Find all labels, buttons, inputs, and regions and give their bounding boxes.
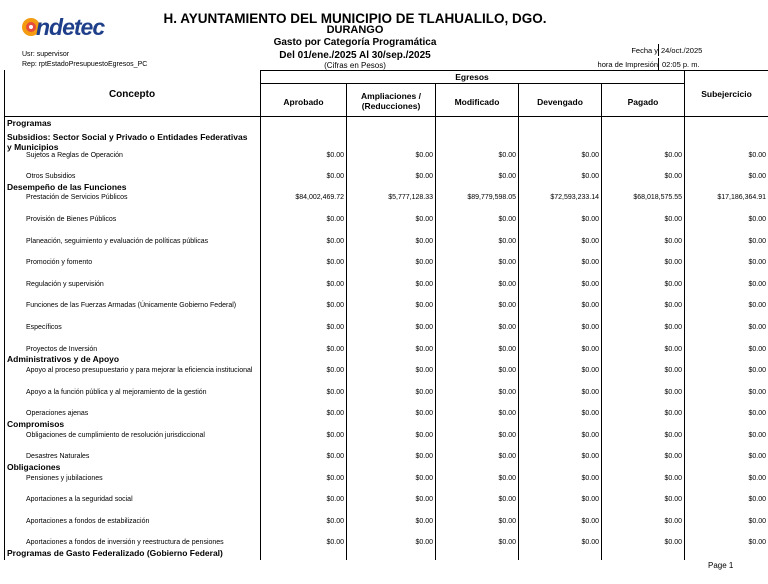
- row-value: $0.00: [498, 346, 516, 353]
- row-value: $0.00: [415, 324, 433, 331]
- row-value: $0.00: [415, 410, 433, 417]
- row-value: $5,777,128.33: [388, 194, 433, 201]
- row-value: $84,002,469.72: [295, 194, 344, 201]
- row-value: $0.00: [664, 453, 682, 460]
- row-value: $68,018,575.55: [633, 194, 682, 201]
- currency-note: (Cifras en Pesos): [324, 61, 386, 70]
- row-label: Aportaciones a la seguridad social: [26, 496, 133, 503]
- row-value: $0.00: [326, 173, 344, 180]
- section-administrativos: Administrativos y de Apoyo: [7, 354, 120, 364]
- row-value: $72,593,233.14: [550, 194, 599, 201]
- row-value: $0.00: [498, 152, 516, 159]
- row-value: $0.00: [326, 324, 344, 331]
- section-programas: Programas: [7, 118, 52, 128]
- row-value: $0.00: [664, 238, 682, 245]
- row-value: $0.00: [748, 518, 766, 525]
- row-label: Proyectos de Inversión: [26, 346, 98, 353]
- row-value: $0.00: [581, 367, 599, 374]
- row-value: $0.00: [748, 453, 766, 460]
- row-value: $0.00: [415, 539, 433, 546]
- row-value: $0.00: [498, 410, 516, 417]
- row-value: $0.00: [326, 346, 344, 353]
- devengado-header: Devengado: [537, 97, 583, 107]
- row-value: $0.00: [326, 367, 344, 374]
- hora-divider: [658, 58, 659, 70]
- row-value: $0.00: [748, 346, 766, 353]
- row-value: $0.00: [415, 389, 433, 396]
- row-value: $0.00: [581, 324, 599, 331]
- row-value: $89,779,598.05: [467, 194, 516, 201]
- row-value: $0.00: [498, 453, 516, 460]
- row-value: $0.00: [748, 324, 766, 331]
- concepto-header: Concepto: [108, 89, 156, 100]
- row-value: $0.00: [326, 475, 344, 482]
- row-value: $0.00: [748, 281, 766, 288]
- row-value: $0.00: [415, 475, 433, 482]
- row-label: Específicos: [26, 324, 62, 331]
- row-value: $0.00: [581, 238, 599, 245]
- row-value: $0.00: [748, 302, 766, 309]
- row-value: $0.00: [664, 173, 682, 180]
- report-title: H. AYUNTAMIENTO DEL MUNICIPIO DE TLAHUALILO, DGO.: [163, 11, 547, 26]
- row-value: $0.00: [326, 216, 344, 223]
- modificado-header: Modificado: [454, 97, 500, 107]
- row-value: $0.00: [581, 173, 599, 180]
- section-desempeno: Desempeño de las Funciones: [7, 182, 127, 192]
- report-subtitle: DURANGO: [326, 24, 384, 36]
- row-value: $0.00: [498, 496, 516, 503]
- row-value: $0.00: [326, 410, 344, 417]
- section-obligaciones: Obligaciones: [7, 462, 61, 472]
- row-value: $0.00: [415, 238, 433, 245]
- row-value: $0.00: [664, 281, 682, 288]
- row-value: $0.00: [581, 518, 599, 525]
- row-value: $0.00: [664, 259, 682, 266]
- row-label: Otros Subsidios: [26, 173, 76, 180]
- row-value: $0.00: [415, 152, 433, 159]
- fecha-value: 24/oct./2025: [661, 46, 703, 55]
- row-value: $0.00: [664, 539, 682, 546]
- row-value: $0.00: [664, 152, 682, 159]
- row-value: $0.00: [326, 432, 344, 439]
- row-value: $0.00: [498, 259, 516, 266]
- row-value: $0.00: [415, 259, 433, 266]
- row-value: $0.00: [326, 389, 344, 396]
- row-value: $0.00: [581, 216, 599, 223]
- aprobado-header: Aprobado: [283, 97, 324, 107]
- row-value: $0.00: [581, 539, 599, 546]
- egresos-header: Egresos: [455, 72, 489, 82]
- row-value: $0.00: [664, 496, 682, 503]
- row-label: Provisión de Bienes Públicos: [26, 216, 117, 223]
- row-value: $0.00: [748, 389, 766, 396]
- row-label: Sujetos a Reglas de Operación: [26, 152, 123, 159]
- ampliaciones-header: Ampliaciones / (Reducciones): [361, 91, 421, 111]
- row-value: $0.00: [326, 302, 344, 309]
- row-value: $0.00: [748, 496, 766, 503]
- row-value: $0.00: [748, 410, 766, 417]
- row-value: $0.00: [581, 259, 599, 266]
- row-value: $0.00: [326, 238, 344, 245]
- row-value: $0.00: [581, 496, 599, 503]
- row-value: $0.00: [748, 238, 766, 245]
- logo: [22, 14, 114, 40]
- rep-label: Rep: rptEstadoPresupuestoEgresos_PC: [22, 61, 148, 68]
- row-value: $0.00: [326, 259, 344, 266]
- row-label: Promoción y fomento: [26, 259, 93, 266]
- row-label: Apoyo al proceso presupuestario y para mejorar la eficiencia institucional: [26, 367, 253, 374]
- row-value: $0.00: [748, 539, 766, 546]
- row-label: Aportaciones a fondos de estabilización: [26, 518, 150, 525]
- row-value: $0.00: [415, 173, 433, 180]
- fecha-divider: [658, 44, 659, 56]
- row-value: $0.00: [326, 539, 344, 546]
- row-value: $0.00: [415, 518, 433, 525]
- row-value: $0.00: [664, 518, 682, 525]
- row-value: $0.00: [415, 453, 433, 460]
- row-value: $0.00: [498, 238, 516, 245]
- row-value: $0.00: [498, 518, 516, 525]
- row-value: $0.00: [664, 216, 682, 223]
- row-value: $0.00: [581, 389, 599, 396]
- row-value: $0.00: [498, 367, 516, 374]
- section-compromisos: Compromisos: [7, 419, 65, 429]
- row-value: $0.00: [581, 453, 599, 460]
- row-value: $0.00: [326, 152, 344, 159]
- row-value: $0.00: [664, 410, 682, 417]
- row-label: Apoyo a la función pública y al mejoramiento de la gestión: [26, 389, 207, 396]
- row-value: $0.00: [581, 475, 599, 482]
- row-value: $0.00: [581, 346, 599, 353]
- report-period: Del 01/ene./2025 Al 30/sep./2025: [279, 50, 431, 61]
- row-label: Regulación y supervisión: [26, 281, 104, 288]
- logo-text: ndetec: [36, 14, 105, 40]
- row-label: Prestación de Servicios Públicos: [26, 194, 128, 201]
- row-value: $0.00: [664, 432, 682, 439]
- row-value: $0.00: [498, 539, 516, 546]
- row-value: $0.00: [415, 432, 433, 439]
- row-value: $0.00: [748, 432, 766, 439]
- row-value: $0.00: [748, 259, 766, 266]
- row-value: $17,186,364.91: [717, 194, 766, 201]
- hora-label: hora de Impresión: [597, 60, 658, 69]
- row-value: $0.00: [498, 216, 516, 223]
- row-value: $0.00: [581, 281, 599, 288]
- pagado-header: Pagado: [627, 97, 659, 107]
- row-label: Aportaciones a fondos de inversión y reestructura de pensiones: [26, 539, 224, 546]
- row-value: $0.00: [498, 475, 516, 482]
- row-value: $0.00: [748, 152, 766, 159]
- row-value: $0.00: [748, 216, 766, 223]
- row-value: $0.00: [326, 518, 344, 525]
- row-label: Obligaciones de cumplimiento de resolución jurisdiccional: [26, 432, 205, 439]
- subejercicio-header: Subejercicio: [701, 89, 752, 99]
- row-value: $0.00: [581, 152, 599, 159]
- row-label: Pensiones y jubilaciones: [26, 475, 103, 482]
- row-value: $0.00: [664, 302, 682, 309]
- report-name: Gasto por Categoría Programática: [273, 37, 437, 48]
- row-label: Operaciones ajenas: [26, 410, 89, 417]
- row-value: $0.00: [748, 367, 766, 374]
- row-value: $0.00: [664, 367, 682, 374]
- row-value: $0.00: [326, 281, 344, 288]
- row-value: $0.00: [326, 496, 344, 503]
- row-value: $0.00: [415, 302, 433, 309]
- row-value: $0.00: [498, 302, 516, 309]
- row-value: $0.00: [748, 475, 766, 482]
- row-value: $0.00: [498, 173, 516, 180]
- section-federalizado: Programas de Gasto Federalizado (Gobierno Federal): [7, 548, 223, 558]
- row-value: $0.00: [498, 281, 516, 288]
- row-value: $0.00: [748, 173, 766, 180]
- row-label: Planeación, seguimiento y evaluación de políticas públicas: [26, 238, 209, 245]
- row-value: $0.00: [415, 281, 433, 288]
- row-value: $0.00: [498, 432, 516, 439]
- row-value: $0.00: [664, 389, 682, 396]
- row-value: $0.00: [581, 302, 599, 309]
- row-value: $0.00: [581, 410, 599, 417]
- row-value: $0.00: [664, 324, 682, 331]
- row-value: $0.00: [664, 475, 682, 482]
- row-value: $0.00: [498, 324, 516, 331]
- row-value: $0.00: [415, 346, 433, 353]
- row-value: $0.00: [326, 453, 344, 460]
- fecha-label: Fecha y: [631, 46, 658, 55]
- row-value: $0.00: [664, 346, 682, 353]
- row-label: Desastres Naturales: [26, 453, 90, 460]
- row-value: $0.00: [581, 432, 599, 439]
- row-value: $0.00: [415, 367, 433, 374]
- row-value: $0.00: [415, 496, 433, 503]
- row-value: $0.00: [498, 389, 516, 396]
- section-subsidios: Subsidios: Sector Social y Privado o Entidades Federativas y Municipios: [7, 132, 248, 152]
- row-label: Funciones de las Fuerzas Armadas (Únicamente Gobierno Federal): [26, 302, 237, 309]
- page-number: Page 1: [708, 561, 734, 570]
- hora-value: 02:05 p. m.: [662, 60, 700, 69]
- row-value: $0.00: [415, 216, 433, 223]
- user-label: Usr: supervisor: [22, 51, 70, 58]
